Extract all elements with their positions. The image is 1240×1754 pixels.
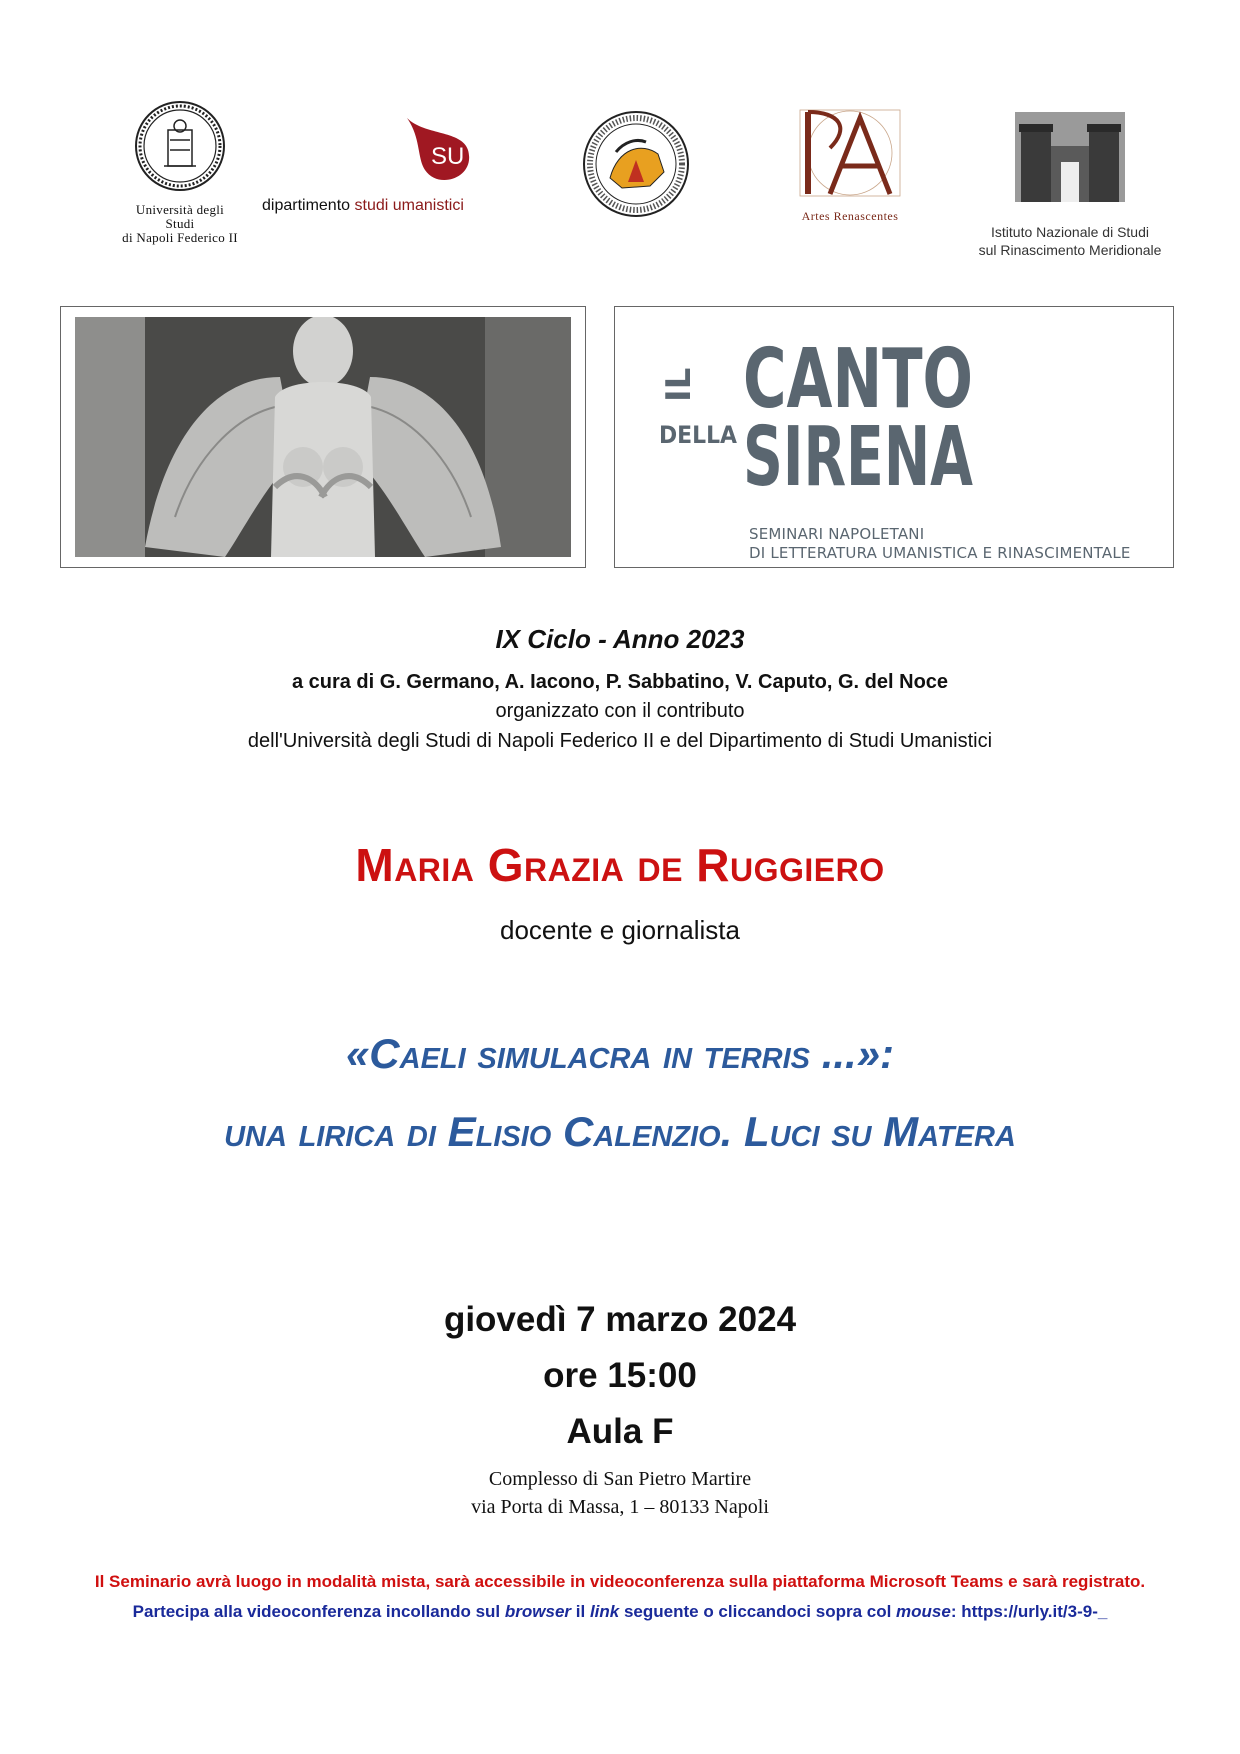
- event-date: giovedì 7 marzo 2024: [443, 1300, 797, 1339]
- wordmark-il: IL: [659, 367, 699, 402]
- istituto-line2: sul Rinascimento Meridionale: [978, 242, 1162, 258]
- join-text-c: il: [571, 1602, 590, 1621]
- join-text-e: seguente o cliccandoci sopra col: [619, 1602, 897, 1621]
- organized-line1: organizzato con il contributo: [495, 700, 745, 722]
- unina-line1: Università degli Studi: [135, 202, 225, 231]
- su-name: studi umanistici: [354, 197, 464, 214]
- istituto-logo: [960, 112, 1180, 259]
- join-text-g: :: [950, 1602, 962, 1621]
- cesura-logo-icon: [580, 108, 692, 220]
- wordmark-della: DELLA: [659, 421, 738, 449]
- su-mark-text: SU: [431, 143, 465, 170]
- artes-text: Artes Renascentes: [801, 209, 899, 223]
- unina-logo: [120, 100, 240, 245]
- banner-sub1: SEMINARI NAPOLETANI: [749, 525, 925, 543]
- unina-seal-icon: [134, 100, 226, 192]
- istituto-line1: Istituto Nazionale di Studi: [991, 224, 1149, 240]
- curators-line: a cura di G. Germano, A. Iacono, P. Sabbatino, V. Caputo, G. del Noce: [291, 671, 949, 693]
- organized-line2: dell'Università degli Studi di Napoli Federico II e del Dipartimento di Studi Umanistici: [247, 730, 993, 752]
- castle-photo-icon: [1015, 112, 1125, 202]
- wordmark-canto: CANTO: [743, 332, 973, 427]
- speaker-name: [0, 838, 1240, 892]
- address-line2: via Porta di Massa, 1 – 80133 Napoli: [471, 1496, 769, 1518]
- join-text-mouse: mouse: [896, 1602, 951, 1621]
- lecture-title-line2: una lirica di Elisio Calenzio. Luci su Matera: [224, 1108, 1016, 1155]
- join-text-a: Partecipa alla videoconferenza incollando sul: [132, 1602, 505, 1621]
- artes-logo: [780, 108, 920, 224]
- event-time: ore 15:00: [543, 1356, 697, 1395]
- hybrid-mode-note: Il Seminario avrà luogo in modalità mista, sarà accessibile in videoconferenza sulla piattaforma Microsoft Teams e sarà registrato.: [94, 1572, 1146, 1591]
- join-instructions: [0, 1602, 1240, 1622]
- artes-monogram-icon: [790, 108, 910, 200]
- banner-sub2: DI LETTERATURA UMANISTICA E RINASCIMENTALE: [749, 544, 1131, 562]
- event-room: Aula F: [566, 1412, 674, 1451]
- unina-line2: di Napoli Federico II: [122, 230, 238, 245]
- join-text-browser: browser: [504, 1602, 572, 1621]
- speaker-role: docente e giornalista: [500, 915, 740, 945]
- address-line1: Complesso di San Pietro Martire: [488, 1468, 752, 1490]
- su-prefix: dipartimento: [262, 197, 351, 214]
- statue-photo-frame: [60, 306, 586, 568]
- teams-link[interactable]: https://urly.it/3-9-_: [961, 1602, 1108, 1621]
- siren-statue-image: [75, 317, 571, 557]
- speaker-name-text: Maria Grazia de Ruggiero: [355, 839, 885, 891]
- su-drop-icon: [397, 108, 477, 186]
- join-text-link: link: [589, 1602, 620, 1621]
- su-logo: [262, 108, 482, 215]
- cycle-heading: IX Ciclo - Anno 2023: [495, 624, 745, 654]
- lecture-title-line1: «Caeli simulacra in terris ...»:: [345, 1030, 895, 1077]
- wordmark-sirena: SIRENA: [743, 410, 974, 505]
- canto-sirena-banner: [614, 306, 1174, 568]
- banner-subtitle: [749, 525, 1131, 563]
